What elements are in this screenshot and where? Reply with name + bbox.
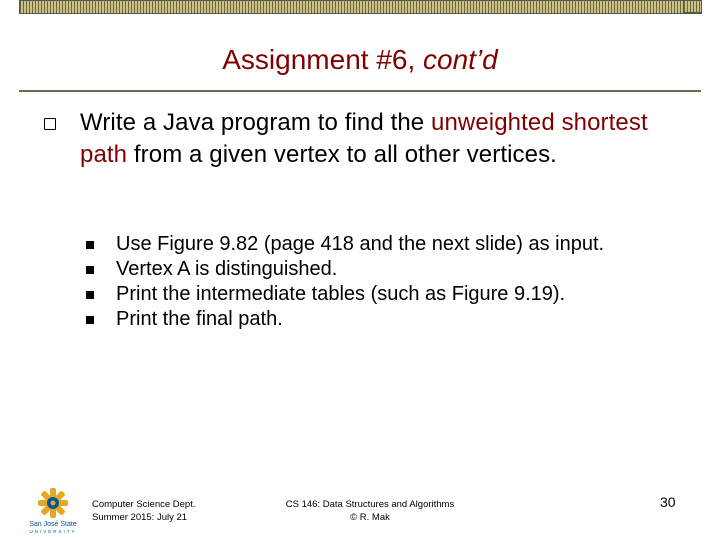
sub-bullet-item (86, 307, 666, 332)
footer-date: Summer 2015: July 21 (92, 512, 188, 523)
page-number: 30 (660, 494, 676, 510)
footer-center (270, 498, 470, 524)
square-bullet-icon (86, 241, 94, 249)
title-main-text: Assignment #6, (222, 44, 424, 75)
main-bullet-text-before: Write a Java program to find the (80, 109, 432, 136)
sub-bullet-item (86, 282, 666, 307)
square-bullet-icon (86, 316, 94, 324)
top-decorative-bar (19, 0, 702, 14)
sub-bullet-text: Vertex A is distinguished. (116, 258, 338, 280)
footer-dept: Computer Science Dept. (92, 499, 196, 510)
title-italic-text: cont’d (423, 44, 498, 75)
footer-left (92, 498, 196, 524)
main-bullet-highlight: unweighted shortest path (80, 109, 648, 168)
title-divider (19, 90, 701, 92)
sjsu-logo-icon (28, 486, 78, 534)
main-bullet-text-after: from a given vertex to all other vertices. (127, 141, 557, 168)
slide-title (0, 44, 720, 76)
logo-line2: UNIVERSITY (29, 529, 77, 534)
footer-copyright: © R. Mak (350, 512, 390, 523)
top-decorative-square (683, 0, 702, 13)
sub-bullet-list (86, 232, 666, 332)
square-bullet-icon (86, 291, 94, 299)
sub-bullet-text: Use Figure 9.82 (page 418 and the next slide) as input. (116, 233, 605, 255)
sub-bullet-item (86, 257, 666, 282)
footer-course: CS 146: Data Structures and Algorithms (285, 499, 455, 510)
logo-line1: San José State (29, 521, 77, 528)
sub-bullet-item (86, 232, 666, 257)
hollow-square-bullet-icon (44, 118, 56, 130)
main-bullet-text (80, 107, 680, 171)
sub-bullet-text: Print the intermediate tables (such as Figure 9.19). (116, 283, 566, 305)
sub-bullet-text: Print the final path. (116, 308, 283, 330)
square-bullet-icon (86, 266, 94, 274)
